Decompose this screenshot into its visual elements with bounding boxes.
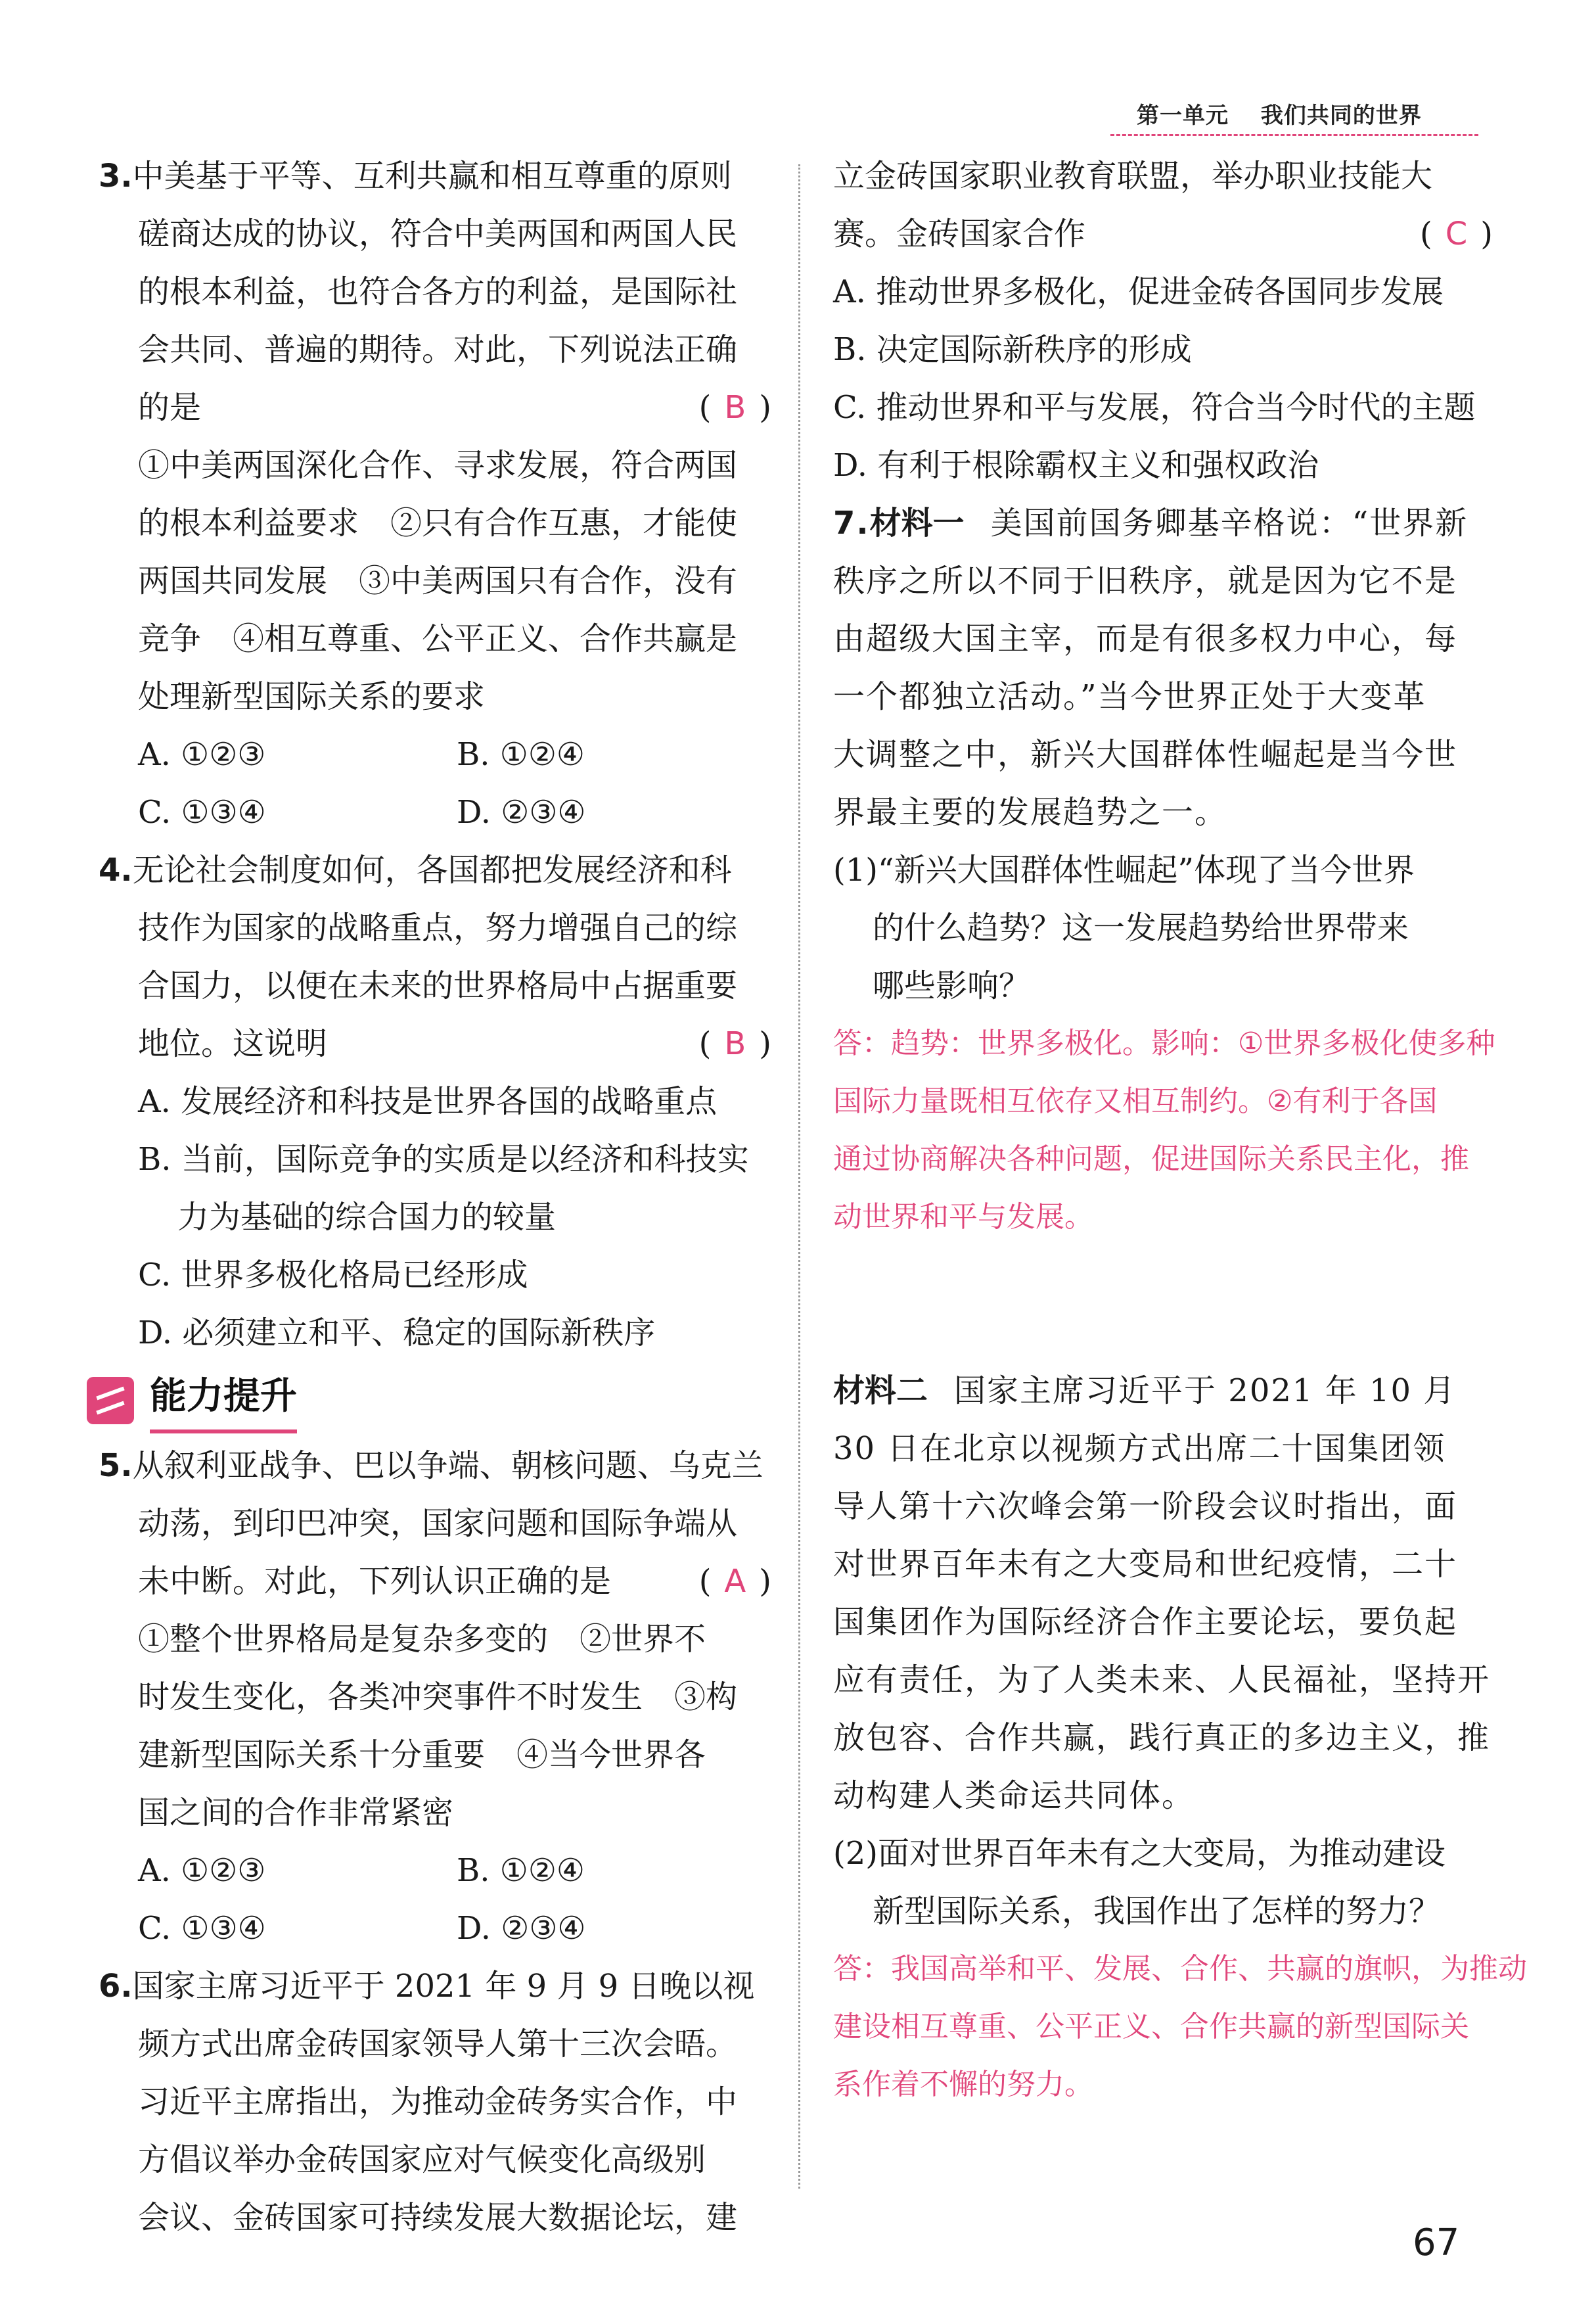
sub-question-2: (2)面对世界百年未有之大变局，为推动建设 bbox=[833, 1835, 1446, 1872]
answer-2: 系作着不懈的努力。 bbox=[833, 2068, 1093, 2101]
sub-question-1: 哪些影响？ bbox=[873, 967, 1031, 1004]
option-b: B. 当前，国际竞争的实质是以经济和科技实 bbox=[138, 1141, 749, 1178]
q7-material-2-line-1 bbox=[833, 1362, 1497, 1420]
q4-stem: 地位。这说明 bbox=[138, 1025, 328, 1062]
q3-stem: 中美基于平等、互利共赢和相互尊重的原则 bbox=[132, 158, 732, 195]
question-number: 5. bbox=[99, 1447, 133, 1484]
option-d: D. 有利于根除霸权主义和强权政治 bbox=[833, 447, 1319, 484]
page-number: 67 bbox=[1413, 2221, 1460, 2264]
option-c: C. 推动世界和平与发展，符合当今时代的主题 bbox=[833, 389, 1476, 426]
question-number: 6. bbox=[99, 1968, 133, 2005]
q3-stem: 磋商达成的协议，符合中美两国和两国人民 bbox=[138, 216, 738, 252]
unit-title: 我们共同的世界 bbox=[1260, 103, 1422, 129]
q4-stem-last bbox=[99, 1015, 775, 1073]
answer-bracket: ( C ) bbox=[1420, 216, 1493, 252]
q6-answer: C bbox=[1445, 216, 1468, 252]
q5-statement: 时发生变化，各类冲突事件不时发生 ③构 bbox=[138, 1679, 738, 1715]
option-a: A. ①②③ bbox=[138, 736, 266, 773]
option-a: A. 推动世界多极化，促进金砖各国同步发展 bbox=[833, 273, 1444, 310]
option-b-cont: 力为基础的综合国力的较量 bbox=[177, 1199, 557, 1236]
question-number: 4. bbox=[99, 852, 133, 889]
option-d: D. 必须建立和平、稳定的国际新秩序 bbox=[138, 1314, 656, 1351]
header-rule bbox=[1110, 134, 1478, 136]
q3-stem-last bbox=[99, 379, 775, 436]
answer-bracket: ( B ) bbox=[698, 1025, 771, 1062]
question-number: 7. bbox=[833, 505, 870, 542]
q3-statement: 两国共同发展 ③中美两国只有合作，没有 bbox=[138, 563, 738, 599]
q3-answer: B bbox=[724, 389, 746, 426]
material-text: 放包容、合作共赢，践行真正的多边主义，推 bbox=[833, 1719, 1491, 1756]
q5-line-1 bbox=[99, 1437, 775, 1495]
q5-stem: 从叙利亚战争、巴以争端、朝核问题、乌克兰 bbox=[132, 1447, 763, 1484]
q4-stem: 技作为国家的战略重点，努力增强自己的综 bbox=[138, 910, 738, 946]
answer-space bbox=[833, 1246, 1497, 1362]
option-d: D. ②③④ bbox=[457, 794, 586, 831]
material-label: 材料一 bbox=[869, 505, 965, 542]
q6-stem-last bbox=[833, 205, 1497, 263]
question-3 bbox=[99, 147, 775, 841]
option-a: A. ①②③ bbox=[138, 1852, 266, 1889]
material-text: 大调整之中，新兴大国群体性崛起是当今世 bbox=[833, 736, 1458, 773]
q7-material-1-line-1 bbox=[833, 494, 1497, 552]
q5-options-row-2 bbox=[99, 1899, 775, 1957]
option-b: B. 决定国际新秩序的形成 bbox=[833, 331, 1192, 368]
sub-question-1: (1)“新兴大国群体性崛起”体现了当今世界 bbox=[833, 852, 1415, 889]
question-5 bbox=[99, 1437, 775, 1957]
answer-1: 动世界和平与发展。 bbox=[833, 1200, 1093, 1234]
material-text: 应有责任，为了人类未来、人民福祉，坚持开 bbox=[833, 1662, 1491, 1698]
q6-stem: 频方式出席金砖国家领导人第十三次会晤。 bbox=[138, 2026, 738, 2062]
option-a: A. 发展经济和科技是世界各国的战略重点 bbox=[138, 1083, 717, 1120]
question-7 bbox=[833, 494, 1527, 2114]
q6-stem: 方倡议举办金砖国家应对气候变化高级别 bbox=[138, 2141, 706, 2178]
q3-options-row-1 bbox=[99, 726, 775, 783]
q3-statement: ①中美两国深化合作、寻求发展，符合两国 bbox=[138, 447, 738, 484]
section-heading bbox=[87, 1364, 775, 1437]
q5-answer: A bbox=[724, 1563, 746, 1600]
right-column bbox=[833, 147, 1527, 2114]
material-text: 动构建人类命运共同体。 bbox=[833, 1777, 1195, 1814]
material-text: 国集团作为国际经济合作主要论坛，要负起 bbox=[833, 1604, 1458, 1640]
material-text: 导人第十六次峰会第一阶段会议时指出，面 bbox=[833, 1488, 1458, 1525]
q5-statement: 国之间的合作非常紧密 bbox=[138, 1794, 454, 1831]
question-4 bbox=[99, 841, 775, 1362]
q5-stem-last bbox=[99, 1552, 775, 1610]
q5-options-row-1 bbox=[99, 1842, 775, 1899]
q6-line-1 bbox=[99, 1957, 775, 2015]
material-text: 对世界百年未有之大变局和世纪疫情，二十 bbox=[833, 1546, 1458, 1583]
pencil-icon bbox=[87, 1377, 134, 1424]
answer-bracket: ( A ) bbox=[698, 1563, 771, 1600]
column-divider bbox=[798, 164, 800, 2189]
q3-statement: 的根本利益要求 ②只有合作互惠，才能使 bbox=[138, 505, 738, 542]
q3-statement: 处理新型国际关系的要求 bbox=[138, 678, 486, 715]
left-column bbox=[99, 147, 775, 2246]
q5-stem: 动荡，到印巴冲突，国家问题和国际争端从 bbox=[138, 1505, 738, 1542]
q6-stem: 习近平主席指出，为推动金砖务实合作，中 bbox=[138, 2083, 738, 2120]
option-c: C. ①③④ bbox=[138, 794, 266, 831]
q5-statement: 建新型国际关系十分重要 ④当今世界各 bbox=[138, 1736, 706, 1773]
q6-stem: 国家主席习近平于 2021 年 9 月 9 日晚以视 bbox=[132, 1968, 755, 2005]
q3-line-1 bbox=[99, 147, 775, 205]
q6-stem: 赛。金砖国家合作 bbox=[833, 216, 1086, 252]
material-text: 一个都独立活动。”当今世界正处于大变革 bbox=[833, 678, 1426, 715]
section-title: 能力提升 bbox=[150, 1368, 297, 1433]
option-c: C. ①③④ bbox=[138, 1910, 266, 1947]
sub-question-1: 的什么趋势？这一发展趋势给世界带来 bbox=[873, 910, 1409, 946]
question-6 bbox=[99, 1957, 775, 2246]
material-text: 界最主要的发展趋势之一。 bbox=[833, 794, 1228, 831]
q4-stem: 合国力，以便在未来的世界格局中占据重要 bbox=[138, 967, 738, 1004]
sub-question-2: 新型国际关系，我国作出了怎样的努力？ bbox=[873, 1893, 1441, 1930]
material-label: 材料二 bbox=[833, 1372, 928, 1409]
q5-statement: ①整个世界格局是复杂多变的 ②世界不 bbox=[138, 1621, 706, 1658]
answer-1: 国际力量既相互依存又相互制约。②有利于各国 bbox=[833, 1084, 1438, 1118]
q4-line-1 bbox=[99, 841, 775, 899]
material-text: 由超级大国主宰，而是有很多权力中心，每 bbox=[833, 620, 1458, 657]
material-text: 秩序之所以不同于旧秩序，就是因为它不是 bbox=[833, 563, 1458, 599]
q5-stem: 未中断。对此，下列认识正确的是 bbox=[138, 1563, 612, 1600]
q6-stem: 立金砖国家职业教育联盟，举办职业技能大 bbox=[833, 158, 1433, 195]
q4-answer: B bbox=[724, 1025, 746, 1062]
page-header bbox=[1137, 97, 1422, 129]
q3-statement: 竞争 ④相互尊重、公平正义、合作共赢是 bbox=[138, 620, 738, 657]
answer-1: 答：趋势：世界多极化。影响：①世界多极化使多种 bbox=[833, 1027, 1495, 1060]
q4-stem: 无论社会制度如何，各国都把发展经济和科 bbox=[132, 852, 732, 889]
answer-2: 建设相互尊重、公平正义、合作共赢的新型国际关 bbox=[833, 2010, 1469, 2043]
q3-stem: 的根本利益，也符合各方的利益，是国际社 bbox=[138, 273, 738, 310]
q6-stem: 会议、金砖国家可持续发展大数据论坛，建 bbox=[138, 2199, 738, 2236]
option-b: B. ①②④ bbox=[457, 1852, 585, 1889]
question-number: 3. bbox=[99, 158, 133, 195]
unit-label: 第一单元 bbox=[1137, 103, 1229, 129]
material-text: 美国前国务卿基辛格说：“世界新 bbox=[990, 505, 1469, 542]
option-d: D. ②③④ bbox=[457, 1910, 586, 1947]
option-c: C. 世界多极化格局已经形成 bbox=[138, 1257, 528, 1293]
answer-1: 通过协商解决各种问题，促进国际关系民主化，推 bbox=[833, 1142, 1469, 1176]
material-text: 国家主席习近平于 2021 年 10 月 bbox=[954, 1372, 1457, 1409]
q3-options-row-2 bbox=[99, 783, 775, 841]
q3-stem: 的是 bbox=[138, 389, 202, 426]
material-text: 30 日在北京以视频方式出席二十国集团领 bbox=[833, 1430, 1446, 1467]
answer-bracket: ( B ) bbox=[698, 389, 771, 426]
option-b: B. ①②④ bbox=[457, 736, 585, 773]
q3-stem: 会共同、普遍的期待。对此，下列说法正确 bbox=[138, 331, 738, 368]
answer-2: 答：我国高举和平、发展、合作、共赢的旗帜，为推动 bbox=[833, 1952, 1527, 1986]
